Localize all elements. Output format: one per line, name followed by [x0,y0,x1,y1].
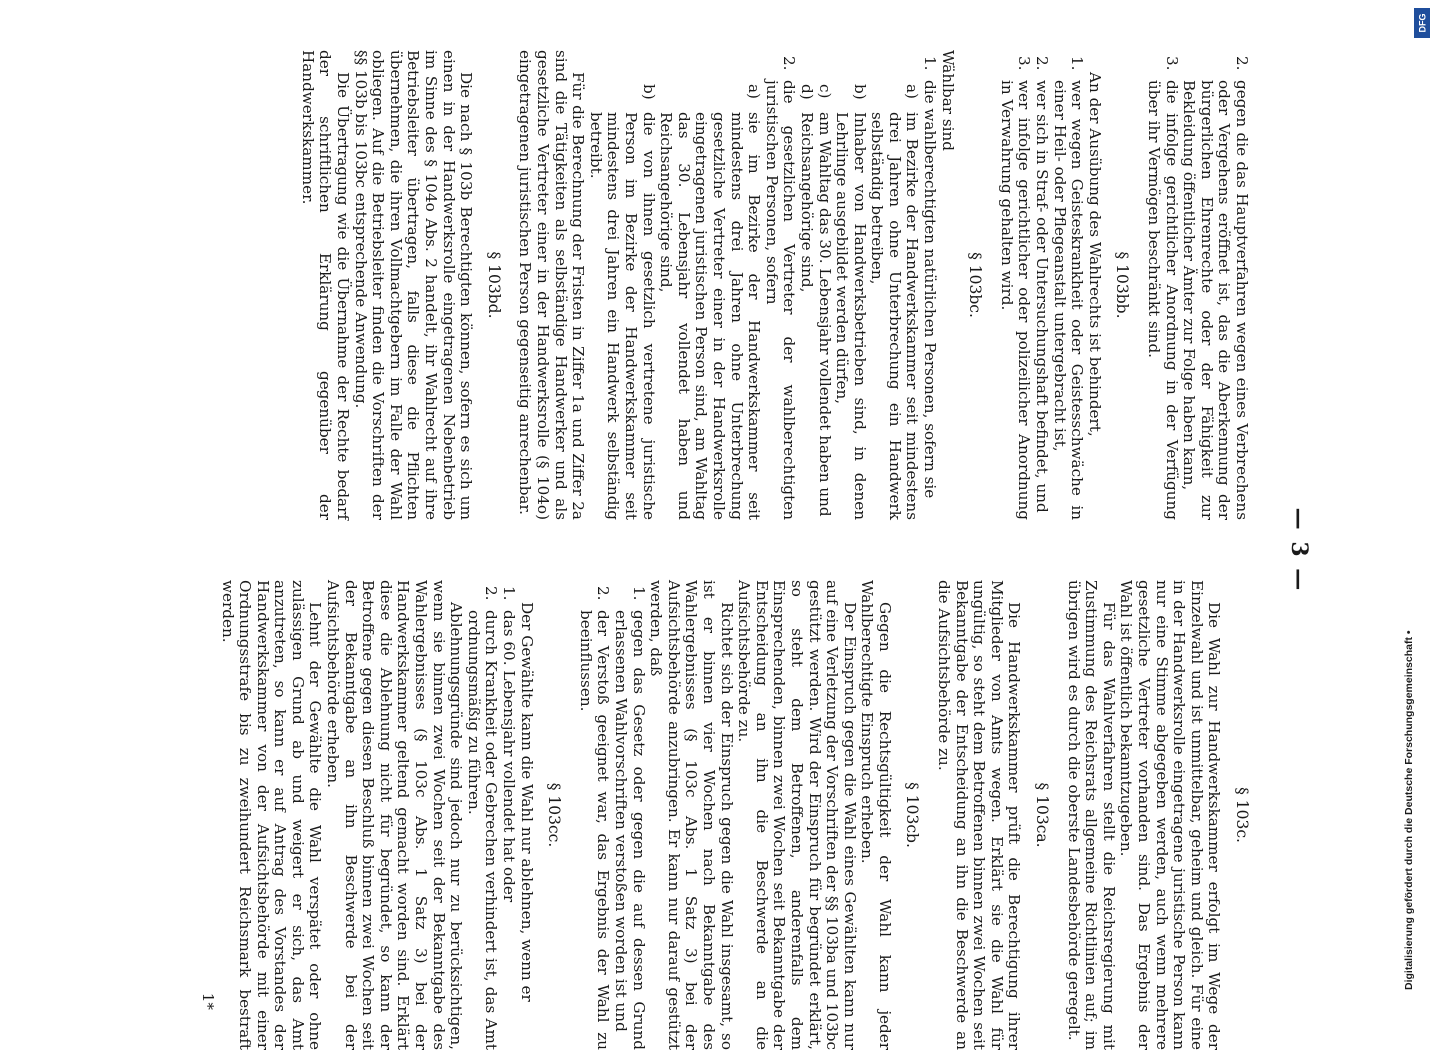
item-text: wer infolge gerichtlicher oder polizeilicher Anordnung in Verwahrung gehalten wird. [997,80,1034,520]
sub-item [657,50,763,520]
item-number: 1. [921,56,940,71]
sub-item-text: im Bezirke der Handwerkskammer seit mindestens drei Jahren ohne Unterbrechung ein Handwerk selbständig betreiben, [868,112,922,520]
list-item [576,580,611,1050]
sub-item-letter: a) [745,84,764,99]
item-number: 1. [1068,56,1087,71]
section-heading: § 103cb. [903,782,922,848]
item-text: durch Krankheit oder Gebrechen verhindert ist, das Amt ordnungsmäßig zu führen. [464,610,501,1050]
section-heading: § 103bd. [484,251,503,319]
sub-item-letter: a) [903,84,922,99]
item-text: wer wegen Geisteskrankheit oder Geistesschwäche in einer Heil- oder Pflegeanstalt untergebracht ist, [1050,80,1087,520]
dfg-credit-text: Digitalisierung gefördert durch die Deutsche Forschungsgemeinschaft • [1403,630,1415,990]
item-text: die wahlberechtigten natürlichen Personen, sofern sie [921,80,940,499]
item-number: 3. [1162,56,1181,71]
section-intro: Wählbar sind [938,50,957,152]
list-item [464,580,499,1050]
paragraph: Ablehnungsgründe sind jedoch nur zu berücksichtigen, wenn sie binnen zwei Wochen seit der Bekanntgabe des Wahlergebnisses (§ 103c Abs. 1 Satz 3) bei der Handwerkskammer geltend gemacht worden sind. Erklärt diese die Ablehnung nicht für begründet, so kann der Betroffene gegen diesen Beschluß binnen zwei Wochen seit der Bekanntgabe an ihn Beschwerde bei der Aufsichtsbehörde erheben. [324,580,466,1050]
sub-item-letter: c) [815,84,834,99]
item-number: 2. [1233,56,1251,71]
item-number: 2. [780,56,799,71]
sub-item-text: sie im Bezirke der Handwerkskammer seit mindestens drei Jahren ohne Unterbrechung gesetzliche Vertreter einer in der Handwerksrolle eingetragenen juristischen Person sind, am Wahltag das 30. Lebensjahr vollendet haben und Reichsangehörige sind, [657,112,764,520]
right-column [198,580,1250,1050]
sub-item-letter: d) [797,84,816,100]
section-heading: § 103bb. [1113,251,1132,319]
sub-item-text: die von ihnen gesetzlich vertretene juristische Person im Bezirke der Handwerkskammer seit mindestens drei Jahren ein Handwerk selbständig betreibt. [586,112,658,520]
sub-item-text: Reichsangehörige sind, [797,112,816,293]
section-heading: § 103c. [1233,787,1251,843]
dfg-logo-text: DFG [1417,13,1427,33]
paragraph: Der Einspruch gegen die Wahl eines Gewählten kann nur auf eine Verletzung der Vorschriften der §§ 103ba und 103bc gestützt werden. Wird der Einspruch für begründet erklärt, so steht dem Betroffenen, anderenfalls dem Einsprechenden, binnen zwei Wochen seit Bekanntgabe der Entscheidung an ihn die Beschwerde an die Aufsichtsbehörde zu. [735,580,859,1050]
section-heading: § 103bc. [966,252,985,318]
list-item [1032,50,1050,520]
section-intro: An der Ausübung des Wahlrechts ist behindert, [1085,72,1104,437]
item-text: wer sich in Straf- oder Untersuchungshaft befindet, und [1033,80,1052,513]
sub-item [868,50,921,520]
dfg-logo [1414,8,1430,38]
item-text: die gesetzlichen Vertreter der wahlberechtigten juristischen Personen, sofern [762,80,799,520]
paragraph: Für das Wahlverfahren stellt die Reichsregierung mit Zustimmung des Reichsrats allgemeine Richtlinien auf; im übrigen wird es durch die oberste Landesbehörde geregelt. [1064,580,1118,1050]
section-heading: § 103cc. [545,782,564,848]
list-item [997,50,1032,520]
item-text: gegen das Gesetz oder gegen die auf dessen Grund erlassenen Wahlvorschriften verstoßen worden ist und [612,610,648,1050]
paragraph: Die nach § 103b Berechtigten können, sofern es sich um einen in der Handwerksrolle eingetragenen Nebenbetrieb im Sinne des § 104o Abs. 2 handelt, ihr Wahlrecht auf ihre Betriebsleiter übertragen, falls diese die Pflichten übernehmen, die ihren Vollmachtgebern im Falle der Wahl obliegen. Auf die Betriebsleiter finden die Vorschriften der §§ 103b bis 103bc entsprechende Anwendung. [351,50,476,520]
list-item [499,580,517,1050]
item-number: 2. [1033,56,1052,71]
paragraph: Für die Berechnung der Fristen in Ziffer 1a und Ziffer 2a sind die Tätigkeiten als selbständige Handwerker und als gesetzliche Vertreter einer in der Handwerksrolle (§ 104o) eingetragenen juristischen Person gegenseitig anrechenbar. [516,50,588,520]
page-number: — 3 — [1286,507,1312,593]
sub-item [833,50,868,520]
printed-page [90,50,1330,1050]
item-number: 1. [629,586,648,601]
paragraph: Gegen die Rechtsgültigkeit der Wahl kann jeder Wahlberechtigte Einspruch erheben. [858,580,894,1050]
item-number: 1. [500,586,519,601]
left-column [298,50,1250,520]
sub-item-letter: b) [639,84,658,100]
item-text: der Verstoß geeignet war, das Ergebnis der Wahl zu beeinflussen. [576,610,613,1050]
item-number: 2. [482,586,501,601]
list-item [1144,50,1179,520]
sub-item [797,50,815,520]
section-intro: Der Gewählte kann die Wahl nur ablehnen, wenn er [517,602,536,1002]
paragraph: Die Übertragung wie die Übernahme der Rechte bedarf der schriftlichen Erklärung gegenüber der Handwerkskammer. [298,50,353,520]
signature-mark: 1* [198,992,217,1010]
item-text: die infolge gerichtlicher Anordnung in der Verfügung über ihr Vermögen beschränkt sind. [1145,80,1181,520]
item-text: gegen die das Hauptverfahren wegen eines Verbrechens oder Vergehens eröffnet ist, das die Aberkennung der bürgerlichen Ehrenrechte oder der Fähigkeit zur Bekleidung öffentlicher Ämter zur Folge haben kann, [1180,80,1251,520]
sub-item [815,50,833,520]
paragraph: Die Wahl zur Handwerkskammer erfolgt im Wege der Einzelwahl und ist unmittelbar, geheim und gleich. Für eine in der Handwerksrolle eingetragene juristische Person kann nur eine Stimme abgegeben werden, auch wenn mehrere gesetzliche Vertreter vorhanden sind. Das Ergebnis der Wahl ist öffentlich bekanntzugeben. [1117,580,1224,1050]
item-text: das 60. Lebensjahr vollendet hat oder [500,610,519,903]
list-item [611,580,646,1050]
item-number: 3. [1015,56,1034,71]
sub-item [586,50,656,520]
sub-item-text: am Wahltag das 30. Lebensjahr vollendet haben und [815,112,834,517]
paragraph: Richtet sich der Einspruch gegen die Wahl insgesamt, so ist er binnen vier Wochen nach Bekanntgabe des Wahlergebnisses (§ 103c Abs. 1 Satz 3) bei der Aufsichtsbehörde anzubringen. Er kann nur darauf gestützt werden, daß [647,580,736,1050]
list-item [921,50,939,520]
item-number: 2. [594,586,613,601]
sub-item-letter: b) [850,84,869,100]
paragraph: Die Handwerkskammer prüft die Berechtigung ihrer Mitglieder von Amts wegen. Erklärt sie die Wahl für ungültig, so steht dem Betroffenen binnen zwei Wochen seit Bekanntgabe der Entscheidung an ihn die Beschwerde an die Aufsichtsbehörde zu. [935,580,1024,1050]
paragraph: Lehnt der Gewählte die Wahl verspätet oder ohne zulässigen Grund ab und weigert er sich, das Amt anzutreten, so kann er auf Antrag des Vorstandes der Handwerkskammer von der Aufsichtsbehörde mit einer Ordnungsstrafe bis zu zweihundert Reichsmark bestraft werden. [218,580,325,1050]
list-item [1050,50,1085,520]
section-heading: § 103ca. [1033,782,1052,848]
list-item [1180,50,1250,520]
sub-item-text: Inhaber von Handwerksbetrieben sind, in denen Lehrlinge ausgebildet werden dürfen, [833,112,869,520]
list-item [762,50,797,520]
